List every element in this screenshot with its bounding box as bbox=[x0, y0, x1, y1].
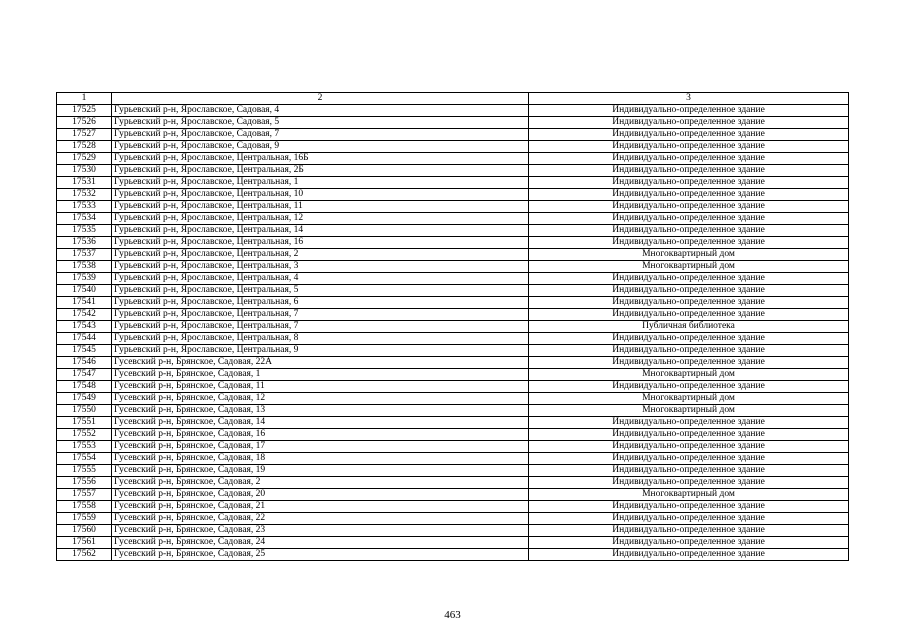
row-address: Гусевский р-н, Брянское, Садовая, 14 bbox=[112, 417, 529, 429]
column-header-2: 2 bbox=[112, 93, 529, 105]
row-object-type: Публичная библиотека bbox=[529, 321, 849, 333]
row-address: Гурьевский р-н, Ярославское, Центральная, 2 bbox=[112, 249, 529, 261]
row-address: Гусевский р-н, Брянское, Садовая, 11 bbox=[112, 381, 529, 393]
row-object-type: Индивидуально-определенное здание bbox=[529, 297, 849, 309]
row-object-type: Индивидуально-определенное здание bbox=[529, 525, 849, 537]
row-number: 17531 bbox=[57, 177, 112, 189]
table-body bbox=[57, 105, 849, 561]
row-address: Гурьевский р-н, Ярославское, Центральная, 3 bbox=[112, 261, 529, 273]
row-address: Гурьевский р-н, Ярославское, Центральная, 11 bbox=[112, 201, 529, 213]
row-object-type: Индивидуально-определенное здание bbox=[529, 453, 849, 465]
row-number: 17557 bbox=[57, 489, 112, 501]
table-row bbox=[57, 525, 849, 537]
row-object-type: Индивидуально-определенное здание bbox=[529, 309, 849, 321]
row-number: 17527 bbox=[57, 129, 112, 141]
table-row bbox=[57, 405, 849, 417]
table-row bbox=[57, 297, 849, 309]
table-row bbox=[57, 129, 849, 141]
row-number: 17561 bbox=[57, 537, 112, 549]
row-object-type: Индивидуально-определенное здание bbox=[529, 465, 849, 477]
building-registry-table bbox=[56, 92, 849, 561]
row-number: 17556 bbox=[57, 477, 112, 489]
row-object-type: Индивидуально-определенное здание bbox=[529, 225, 849, 237]
table-row bbox=[57, 489, 849, 501]
table-row bbox=[57, 381, 849, 393]
table-row bbox=[57, 537, 849, 549]
row-address: Гурьевский р-н, Ярославское, Садовая, 4 bbox=[112, 105, 529, 117]
row-object-type: Многоквартирный дом bbox=[529, 489, 849, 501]
table-row bbox=[57, 309, 849, 321]
row-number: 17555 bbox=[57, 465, 112, 477]
row-object-type: Индивидуально-определенное здание bbox=[529, 513, 849, 525]
row-address: Гурьевский р-н, Ярославское, Центральная, 5 bbox=[112, 285, 529, 297]
row-number: 17559 bbox=[57, 513, 112, 525]
row-object-type: Индивидуально-определенное здание bbox=[529, 165, 849, 177]
row-address: Гурьевский р-н, Ярославское, Садовая, 9 bbox=[112, 141, 529, 153]
row-object-type: Индивидуально-определенное здание bbox=[529, 273, 849, 285]
row-object-type: Индивидуально-определенное здание bbox=[529, 345, 849, 357]
row-object-type: Многоквартирный дом bbox=[529, 249, 849, 261]
row-object-type: Многоквартирный дом bbox=[529, 405, 849, 417]
row-address: Гурьевский р-н, Ярославское, Центральная, 6 bbox=[112, 297, 529, 309]
table-row bbox=[57, 177, 849, 189]
row-object-type: Многоквартирный дом bbox=[529, 369, 849, 381]
row-address: Гурьевский р-н, Ярославское, Центральная, 2Б bbox=[112, 165, 529, 177]
row-number: 17554 bbox=[57, 453, 112, 465]
row-address: Гурьевский р-н, Ярославское, Центральная, 8 bbox=[112, 333, 529, 345]
row-address: Гусевский р-н, Брянское, Садовая, 16 bbox=[112, 429, 529, 441]
row-number: 17525 bbox=[57, 105, 112, 117]
row-object-type: Индивидуально-определенное здание bbox=[529, 441, 849, 453]
row-address: Гусевский р-н, Брянское, Садовая, 12 bbox=[112, 393, 529, 405]
table-row bbox=[57, 417, 849, 429]
table-row bbox=[57, 549, 849, 561]
table-row bbox=[57, 345, 849, 357]
row-number: 17540 bbox=[57, 285, 112, 297]
row-number: 17538 bbox=[57, 261, 112, 273]
row-address: Гусевский р-н, Брянское, Садовая, 18 bbox=[112, 453, 529, 465]
row-address: Гурьевский р-н, Ярославское, Садовая, 7 bbox=[112, 129, 529, 141]
row-address: Гурьевский р-н, Ярославское, Центральная, 7 bbox=[112, 321, 529, 333]
table-row bbox=[57, 201, 849, 213]
table-row bbox=[57, 441, 849, 453]
row-number: 17543 bbox=[57, 321, 112, 333]
row-address: Гурьевский р-н, Ярославское, Центральная, 12 bbox=[112, 213, 529, 225]
table-row bbox=[57, 117, 849, 129]
row-number: 17547 bbox=[57, 369, 112, 381]
row-object-type: Индивидуально-определенное здание bbox=[529, 189, 849, 201]
table-row bbox=[57, 465, 849, 477]
row-object-type: Индивидуально-определенное здание bbox=[529, 177, 849, 189]
row-address: Гусевский р-н, Брянское, Садовая, 23 bbox=[112, 525, 529, 537]
row-object-type: Индивидуально-определенное здание bbox=[529, 213, 849, 225]
row-address: Гусевский р-н, Брянское, Садовая, 21 bbox=[112, 501, 529, 513]
table-row bbox=[57, 393, 849, 405]
row-number: 17533 bbox=[57, 201, 112, 213]
row-object-type: Индивидуально-определенное здание bbox=[529, 333, 849, 345]
row-object-type: Индивидуально-определенное здание bbox=[529, 477, 849, 489]
table-row bbox=[57, 321, 849, 333]
row-address: Гурьевский р-н, Ярославское, Садовая, 5 bbox=[112, 117, 529, 129]
row-address: Гурьевский р-н, Ярославское, Центральная, 4 bbox=[112, 273, 529, 285]
row-number: 17545 bbox=[57, 345, 112, 357]
table-row bbox=[57, 357, 849, 369]
row-number: 17532 bbox=[57, 189, 112, 201]
row-object-type: Индивидуально-определенное здание bbox=[529, 237, 849, 249]
row-address: Гурьевский р-н, Ярославское, Центральная, 16 bbox=[112, 237, 529, 249]
row-address: Гусевский р-н, Брянское, Садовая, 25 bbox=[112, 549, 529, 561]
table-header-row bbox=[57, 93, 849, 105]
column-header-1: 1 bbox=[57, 93, 112, 105]
row-object-type: Индивидуально-определенное здание bbox=[529, 105, 849, 117]
row-number: 17542 bbox=[57, 309, 112, 321]
row-object-type: Индивидуально-определенное здание bbox=[529, 357, 849, 369]
row-number: 17548 bbox=[57, 381, 112, 393]
row-object-type: Индивидуально-определенное здание bbox=[529, 549, 849, 561]
row-number: 17541 bbox=[57, 297, 112, 309]
table-row bbox=[57, 213, 849, 225]
table-row bbox=[57, 513, 849, 525]
row-number: 17553 bbox=[57, 441, 112, 453]
table-row bbox=[57, 237, 849, 249]
row-number: 17537 bbox=[57, 249, 112, 261]
row-number: 17562 bbox=[57, 549, 112, 561]
table-row bbox=[57, 333, 849, 345]
table-row bbox=[57, 165, 849, 177]
row-number: 17550 bbox=[57, 405, 112, 417]
table-row bbox=[57, 153, 849, 165]
row-object-type: Многоквартирный дом bbox=[529, 393, 849, 405]
table-row bbox=[57, 189, 849, 201]
row-address: Гурьевский р-н, Ярославское, Центральная, 7 bbox=[112, 309, 529, 321]
row-object-type: Индивидуально-определенное здание bbox=[529, 117, 849, 129]
row-number: 17528 bbox=[57, 141, 112, 153]
table-row bbox=[57, 225, 849, 237]
row-object-type: Индивидуально-определенное здание bbox=[529, 285, 849, 297]
table-row bbox=[57, 261, 849, 273]
row-object-type: Индивидуально-определенное здание bbox=[529, 141, 849, 153]
row-address: Гурьевский р-н, Ярославское, Центральная, 16Б bbox=[112, 153, 529, 165]
row-object-type: Индивидуально-определенное здание bbox=[529, 129, 849, 141]
row-address: Гусевский р-н, Брянское, Садовая, 19 bbox=[112, 465, 529, 477]
table-row bbox=[57, 429, 849, 441]
row-address: Гусевский р-н, Брянское, Садовая, 22 bbox=[112, 513, 529, 525]
table-row bbox=[57, 477, 849, 489]
table-row bbox=[57, 285, 849, 297]
column-header-3: 3 bbox=[529, 93, 849, 105]
row-number: 17530 bbox=[57, 165, 112, 177]
row-number: 17551 bbox=[57, 417, 112, 429]
row-object-type: Индивидуально-определенное здание bbox=[529, 381, 849, 393]
row-number: 17552 bbox=[57, 429, 112, 441]
table-row bbox=[57, 453, 849, 465]
row-number: 17544 bbox=[57, 333, 112, 345]
row-number: 17529 bbox=[57, 153, 112, 165]
row-number: 17526 bbox=[57, 117, 112, 129]
row-address: Гусевский р-н, Брянское, Садовая, 2 bbox=[112, 477, 529, 489]
table-row bbox=[57, 501, 849, 513]
row-object-type: Индивидуально-определенное здание bbox=[529, 417, 849, 429]
row-object-type: Многоквартирный дом bbox=[529, 261, 849, 273]
row-number: 17535 bbox=[57, 225, 112, 237]
table-row bbox=[57, 273, 849, 285]
row-address: Гусевский р-н, Брянское, Садовая, 24 bbox=[112, 537, 529, 549]
row-number: 17534 bbox=[57, 213, 112, 225]
row-object-type: Индивидуально-определенное здание bbox=[529, 201, 849, 213]
row-address: Гусевский р-н, Брянское, Садовая, 22А bbox=[112, 357, 529, 369]
row-address: Гусевский р-н, Брянское, Садовая, 1 bbox=[112, 369, 529, 381]
row-number: 17558 bbox=[57, 501, 112, 513]
table-row bbox=[57, 105, 849, 117]
page-number: 463 bbox=[444, 609, 461, 621]
row-address: Гурьевский р-н, Ярославское, Центральная, 14 bbox=[112, 225, 529, 237]
row-address: Гусевский р-н, Брянское, Садовая, 20 bbox=[112, 489, 529, 501]
row-address: Гусевский р-н, Брянское, Садовая, 17 bbox=[112, 441, 529, 453]
row-address: Гурьевский р-н, Ярославское, Центральная, 9 bbox=[112, 345, 529, 357]
table-row bbox=[57, 249, 849, 261]
row-number: 17546 bbox=[57, 357, 112, 369]
row-object-type: Индивидуально-определенное здание bbox=[529, 153, 849, 165]
row-number: 17536 bbox=[57, 237, 112, 249]
row-number: 17560 bbox=[57, 525, 112, 537]
row-address: Гурьевский р-н, Ярославское, Центральная, 10 bbox=[112, 189, 529, 201]
table-row bbox=[57, 141, 849, 153]
row-object-type: Индивидуально-определенное здание bbox=[529, 537, 849, 549]
table-row bbox=[57, 369, 849, 381]
row-number: 17549 bbox=[57, 393, 112, 405]
row-number: 17539 bbox=[57, 273, 112, 285]
row-address: Гусевский р-н, Брянское, Садовая, 13 bbox=[112, 405, 529, 417]
row-object-type: Индивидуально-определенное здание bbox=[529, 501, 849, 513]
row-object-type: Индивидуально-определенное здание bbox=[529, 429, 849, 441]
row-address: Гурьевский р-н, Ярославское, Центральная, 1 bbox=[112, 177, 529, 189]
